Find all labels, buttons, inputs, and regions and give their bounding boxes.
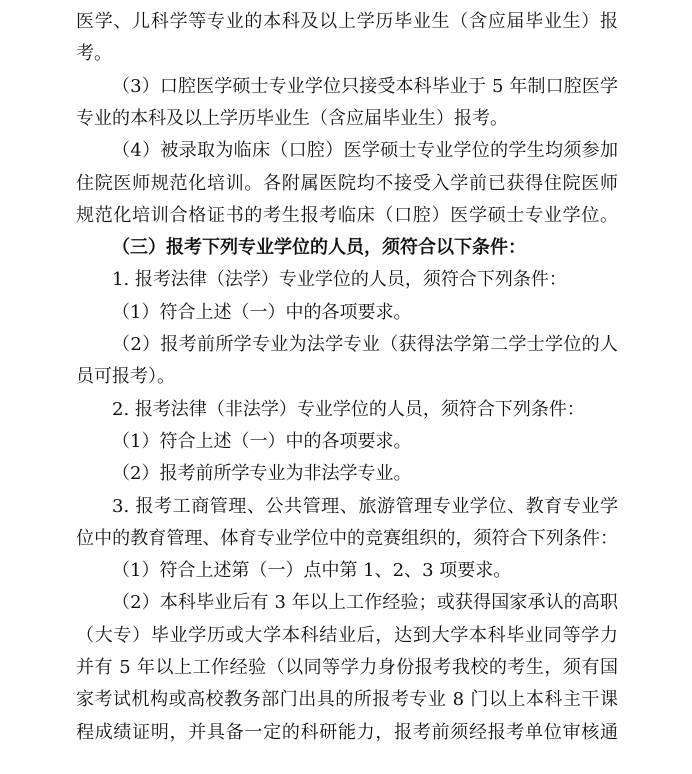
text-line: （1）符合上述（一）中的各项要求。: [112, 301, 412, 323]
text-line: 员可报考）。: [76, 366, 175, 388]
text-line: 2. 报考法律（非法学）专业学位的人员，须符合下列条件：: [112, 398, 585, 420]
text-line: 住院医师规范化培训。各附属医院均不接受入学前已获得住院医师: [76, 172, 618, 194]
text-line: 程成绩证明，并具备一定的科研能力，报考前须经报考单位审核通: [76, 721, 618, 743]
text-line: 1. 报考法律（法学）专业学位的人员，须符合下列条件：: [112, 269, 567, 291]
text-line: 位中的教育管理、体育专业学位中的竞赛组织的，须符合下列条件：: [76, 527, 618, 549]
text-line: 3. 报考工商管理、公共管理、旅游管理专业学位、教育专业学: [112, 495, 618, 517]
text-line: （2）报考前所学专业为非法学专业。: [112, 463, 412, 485]
text-line: （3）口腔医学硕士专业学位只接受本科毕业于 5 年制口腔医学: [112, 75, 618, 97]
text-line: （大专）毕业学历或大学本科结业后，达到大学本科毕业同等学力: [76, 624, 618, 646]
section-heading: （三）报考下列专业学位的人员，须符合以下条件：: [112, 237, 526, 259]
text-line: 考。: [76, 43, 112, 65]
text-line: （1）符合上述（一）中的各项要求。: [112, 430, 412, 452]
text-line: 规范化培训合格证书的考生报考临床（口腔）医学硕士专业学位。: [76, 204, 618, 226]
text-line: （4）被录取为临床（口腔）医学硕士专业学位的学生均须参加: [112, 140, 618, 162]
text-line: （2）本科毕业后有 3 年以上工作经验；或获得国家承认的高职: [112, 592, 618, 614]
text-line: 专业的本科及以上学历毕业生（含应届毕业生）报考。: [76, 107, 508, 129]
text-line: 家考试机构或高校教务部门出具的所报考专业 8 门以上本科主干课: [76, 689, 618, 711]
text-line: （2）报考前所学专业为法学专业（获得法学第二学士学位的人: [112, 334, 618, 355]
text-line: 医学、儿科学等专业的本科及以上学历毕业生（含应届毕业生）报: [76, 11, 618, 32]
text-line: （1）符合上述第（一）点中第 1、2、3 项要求。: [112, 560, 512, 582]
text-line: 并有 5 年以上工作经验（以同等学力身份报考我校的考生，须有国: [76, 657, 618, 678]
